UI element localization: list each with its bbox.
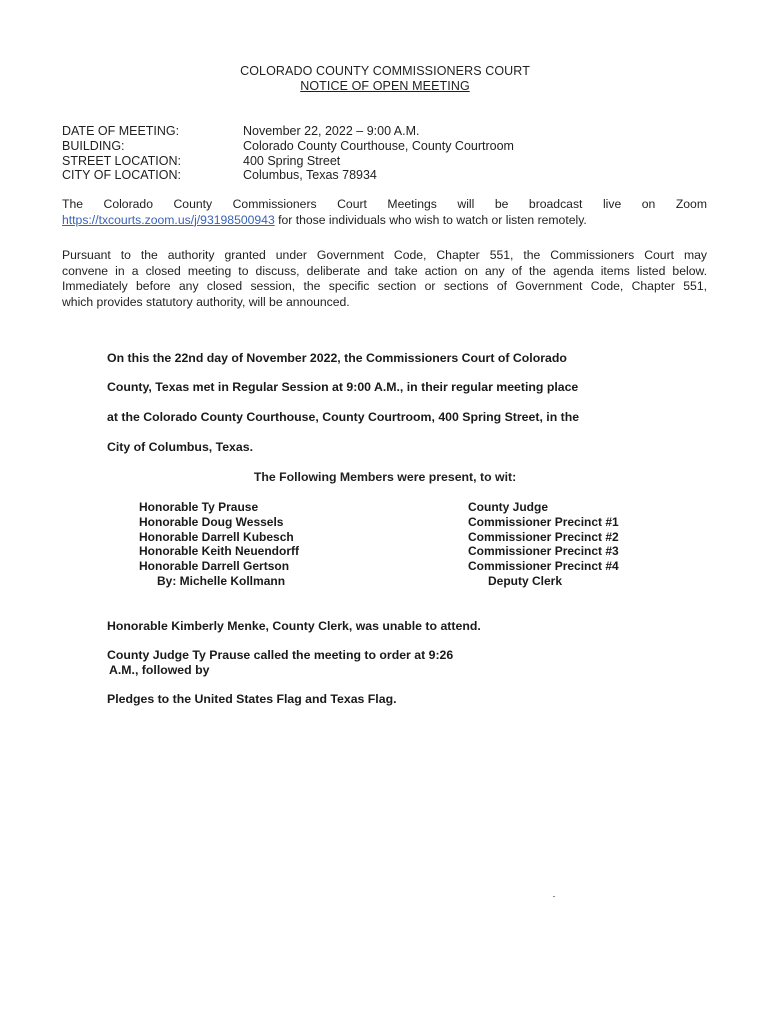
member-role: Commissioner Precinct #3: [468, 544, 619, 558]
member-name: Honorable Doug Wessels: [139, 515, 284, 529]
session-line: On this the 22nd day of November 2022, the Commissioners Court of Colorado: [107, 351, 567, 365]
authority-line: Pursuant to the authority granted under Government Code, Chapter 551, the Commissioners Court may: [62, 248, 707, 262]
document-subtitle: NOTICE OF OPEN MEETING: [300, 79, 470, 93]
authority-line: convene in a closed meeting to discuss, deliberate and take action on any of the agenda items listed below.: [62, 263, 707, 278]
session-line: City of Columbus, Texas.: [107, 440, 253, 454]
document-title: COLORADO COUNTY COMMISSIONERS COURT: [240, 64, 530, 78]
broadcast-line-2: [62, 213, 707, 229]
scan-speck: [553, 896, 555, 897]
info-value-date: November 22, 2022 – 9:00 A.M.: [243, 124, 420, 138]
absent-note: Honorable Kimberly Menke, County Clerk, was unable to attend.: [107, 619, 481, 633]
session-line: at the Colorado County Courthouse, County Courtroom, 400 Spring Street, in the: [107, 410, 580, 424]
session-line: County, Texas met in Regular Session at 9:00 A.M., in their regular meeting place: [107, 380, 579, 394]
broadcast-paragraph: [62, 197, 707, 228]
member-role: County Judge: [468, 500, 548, 514]
info-label-city: CITY OF LOCATION:: [62, 168, 181, 182]
call-to-order-line-1: County Judge Ty Prause called the meeting to order at 9:26: [107, 648, 454, 662]
member-role: Commissioner Precinct #4: [468, 559, 619, 573]
clerk-name: By: Michelle Kollmann: [157, 574, 286, 588]
member-name: Honorable Darrell Gertson: [139, 559, 290, 573]
info-value-street: 400 Spring Street: [243, 154, 341, 168]
member-name: Honorable Ty Prause: [139, 500, 259, 514]
authority-line: which provides statutory authority, will be announced.: [62, 294, 350, 309]
member-role: Commissioner Precinct #2: [468, 530, 619, 544]
broadcast-line-2-text: for those individuals who wish to watch or listen remotely.: [274, 212, 587, 227]
clerk-role: Deputy Clerk: [488, 574, 563, 588]
member-name: Honorable Darrell Kubesch: [139, 530, 294, 544]
pledges-line: Pledges to the United States Flag and Texas Flag.: [107, 692, 397, 706]
info-value-building: Colorado County Courthouse, County Courtroom: [243, 139, 514, 153]
info-label-building: BUILDING:: [62, 139, 125, 153]
members-title: The Following Members were present, to wit:: [253, 470, 517, 484]
authority-line: Immediately before any closed session, the specific section or sections of Government Code, Chapter 551,: [62, 279, 707, 293]
info-label-date: DATE OF MEETING:: [62, 124, 180, 138]
call-to-order-line-2: A.M., followed by: [109, 663, 210, 677]
zoom-link[interactable]: https://txcourts.zoom.us/j/93198500943: [62, 212, 275, 227]
member-name: Honorable Keith Neuendorff: [139, 544, 300, 558]
broadcast-line-1: The Colorado County Commissioners Court Meetings will be broadcast live on Zoom: [62, 197, 707, 211]
info-label-street: STREET LOCATION:: [62, 154, 182, 168]
authority-paragraph: [62, 248, 707, 310]
member-role: Commissioner Precinct #1: [468, 515, 619, 529]
info-value-city: Columbus, Texas 78934: [243, 168, 377, 182]
